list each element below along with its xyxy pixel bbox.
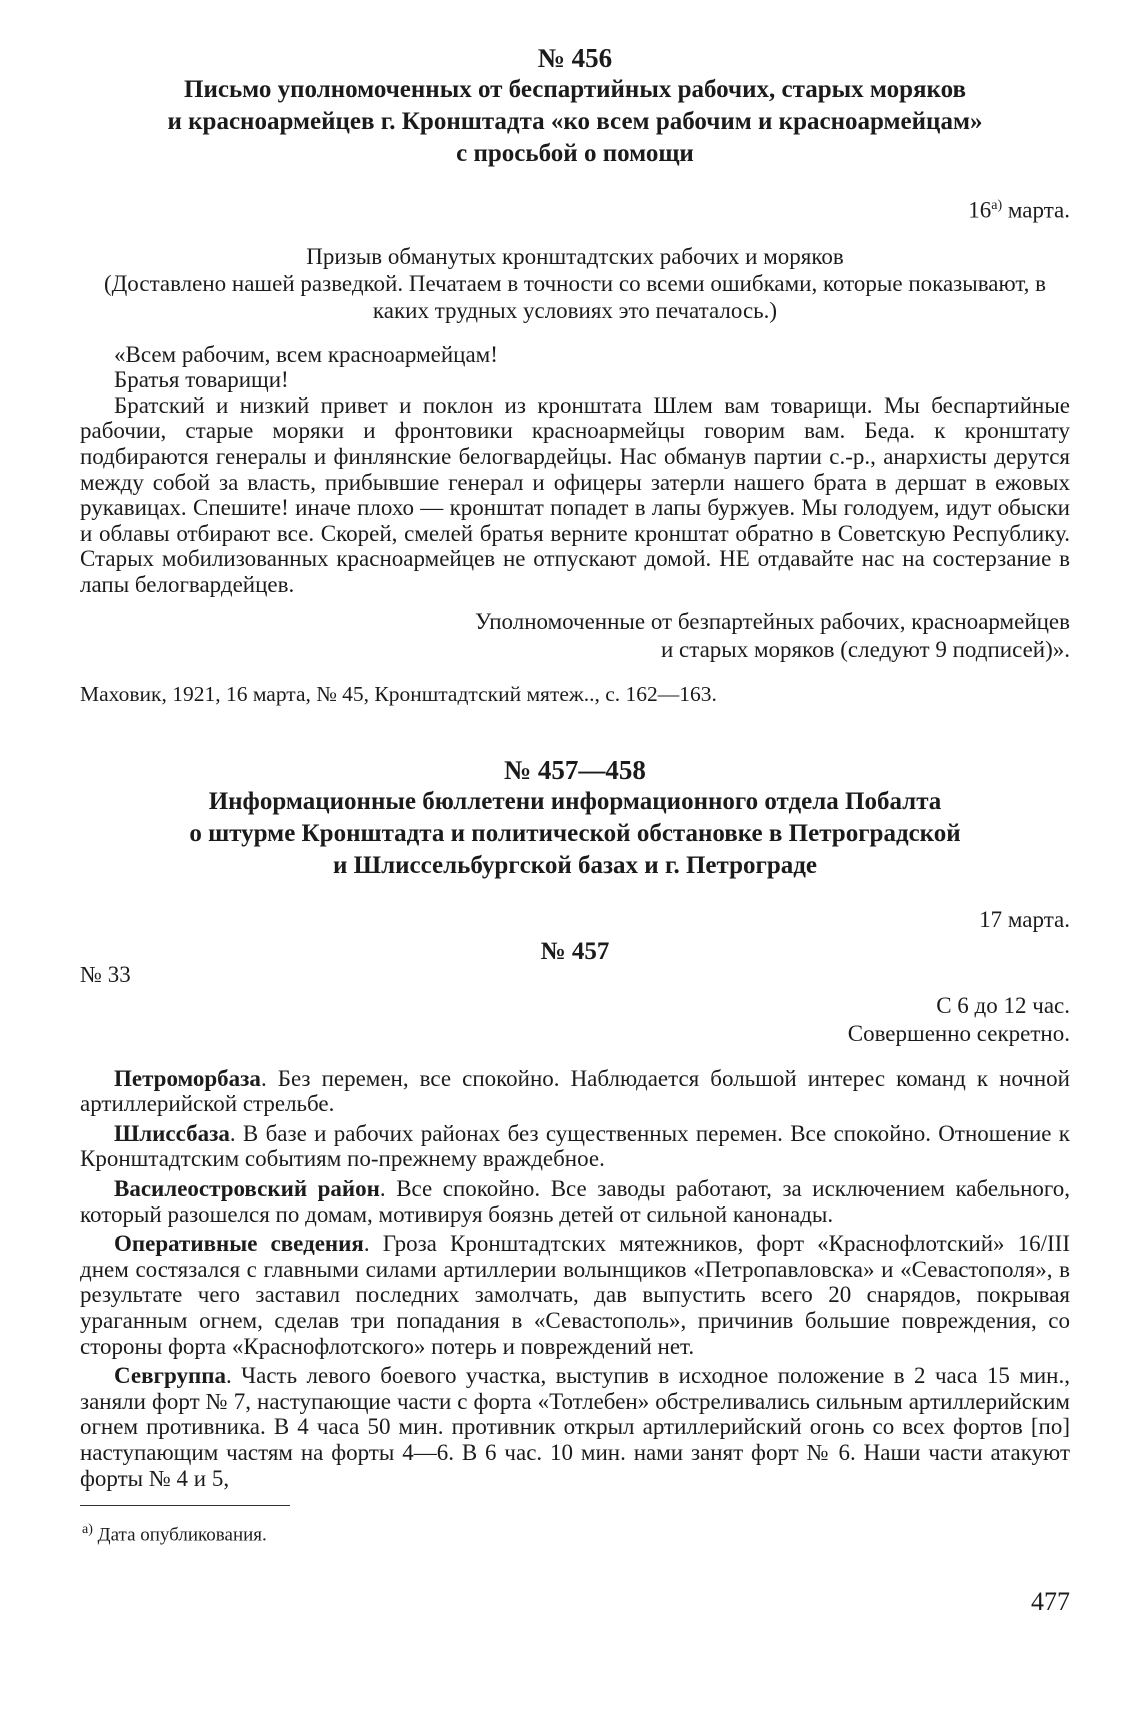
bulletin-section	[80, 1066, 1070, 1117]
bulletin-section	[80, 1176, 1070, 1227]
signature-line: Уполномоченные от безпартейных рабочих, красноармейцев	[474, 608, 1070, 634]
section-text: . Гроза Кронштадтских мятежников, форт «Краснофлотский» 16/III днем состязался с главными силами артиллерии волынщиков «Петропавловска» и «Севастополя», в результате чего заставил последних замолчать, дав выпустить всего 20 снарядов, покрывая ураганным огнем, сделав три попадания в «Севастополь», причинив большие повреждения, со стороны форта «Краснофлотского» потерь и повреждений нет.	[80, 1231, 1070, 1359]
doc-456-title-line: и красноармейцев г. Кронштадта «ко всем рабочим и красноармейцам»	[167, 108, 983, 135]
signature-block	[80, 608, 1070, 664]
doc-457-458-title	[80, 786, 1070, 882]
time-range: С 6 до 12 час.	[936, 992, 1070, 1018]
date-day: 16	[968, 197, 992, 223]
letter-body	[80, 342, 1070, 598]
editor-note: (Доставлено нашей разведкой. Печатаем в точности со всеми ошибками, которые показывают, в каких трудных условиях это печаталось.)	[103, 270, 1047, 323]
doc-456-number: № 456	[537, 43, 613, 73]
doc-457-458-title-line: Информационные бюллетени информационного отдела Побалта	[208, 787, 942, 815]
section-text: . Все спокойно. Все заводы работают, за исключением кабельного, который разошелся по домам, мотивируя боязнь детей от сильной канонады.	[80, 1175, 1070, 1227]
bulletin-section	[80, 1231, 1070, 1359]
section-text: . Часть левого боевого участка, выступив в исходное положение в 2 часа 15 мин., заняли форт № 7, наступающие части с форта «Тотлебен» обстреливались сильным артиллерийским огнем противника. В 4 часа 50 мин. противник открыл артиллерийский огонь со всех фортов [по] наступающим частям на форты 4—6. В 6 час. 10 мин. нами занят форт № 6. Наши части атакуют форты № 4 и 5,	[80, 1363, 1070, 1491]
doc-456-title-line: с просьбой о помощи	[456, 140, 694, 167]
footnote-text: Дата опубликования.	[92, 1524, 267, 1546]
section-heading: Петроморбаза	[114, 1065, 261, 1091]
bulletin-section	[80, 1363, 1070, 1491]
classification: Совершенно секретно.	[847, 1020, 1070, 1046]
letter-text: Братский и низкий привет и поклон из кронштата Шлем вам товарищи. Мы беспартийные рабочии, старые моряки и фронтовики красноармейцы говорим вам. Беда. к кронштату подбираются генералы и финлянские белогвардейцы. Нас обманув партии с.-р., анархисты дерутся между собой за власть, прибывшие генерал и офицеры затерли нашего брата в дершат в ежовых рукавицах. Спешите! иначе плохо — кронштат попадет в лапы буржуев. Мы голодуем, идут обыски и облавы отбирают все. Скорей, смелей братья верните кронштат обратно в Советскую Республику. Старых мобилизованных красноармейцев не отпускают домой. НЕ отдавайте нас на состерзание в лапы белогвардейцев.	[80, 392, 1070, 597]
doc-456-date	[80, 192, 1070, 225]
doc-457-458-title-line: и Шлиссельбургской базах и г. Петрограде	[332, 851, 818, 879]
section-heading: Севгруппа	[114, 1363, 226, 1389]
footnote-mark: а)	[82, 1522, 93, 1538]
bulletin-section	[80, 1121, 1070, 1172]
doc-456-title-line: Письмо уполномоченных от беспартийных рабочих, старых моряков	[184, 76, 966, 103]
doc-457-458-title-line: о штурме Кронштадта и политической обстановке в Петроградской	[189, 819, 961, 847]
doc-457-458-date: 17 марта.	[979, 906, 1070, 932]
footnote	[80, 1518, 1070, 1547]
footnote-divider	[80, 1505, 290, 1506]
bulletin-header	[80, 936, 1070, 992]
section-heading: Оперативные сведения	[114, 1231, 364, 1257]
bulletin-sections	[80, 1066, 1070, 1492]
document-page	[80, 42, 1070, 1617]
doc-457-number: № 457	[540, 937, 610, 965]
page-number: 477	[1031, 1587, 1070, 1617]
footnote-ref: а)	[991, 198, 1003, 213]
appeal-title: Призыв обманутых кронштадтских рабочих и моряков	[306, 243, 844, 269]
section-text: . Без перемен, все спокойно. Наблюдается большой интерес команд к ночной артиллерийской стрельбе.	[80, 1065, 1070, 1117]
date-month: марта.	[1002, 197, 1070, 223]
section-heading: Шлиссбаза	[114, 1120, 230, 1146]
bulletin-number: № 33	[80, 961, 131, 987]
greeting-line: «Всем рабочим, всем красноармейцам!	[114, 341, 498, 367]
doc-456-title	[80, 74, 1070, 170]
doc-456-source: Маховик, 1921, 16 марта, № 45, Кронштадтский мятеж.., с. 162—163.	[80, 681, 717, 706]
signature-line: и старых моряков (следуют 9 подписей)».	[660, 636, 1070, 662]
doc-457-458-number: № 457—458	[504, 754, 646, 785]
section-text: . В базе и рабочих районах без существенных перемен. Все спокойно. Отношение к Кронштадтским событиям по-прежнему враждебное.	[80, 1120, 1070, 1172]
section-heading: Василеостровский район	[114, 1175, 380, 1201]
greeting-line: Братья товарищи!	[114, 367, 289, 393]
